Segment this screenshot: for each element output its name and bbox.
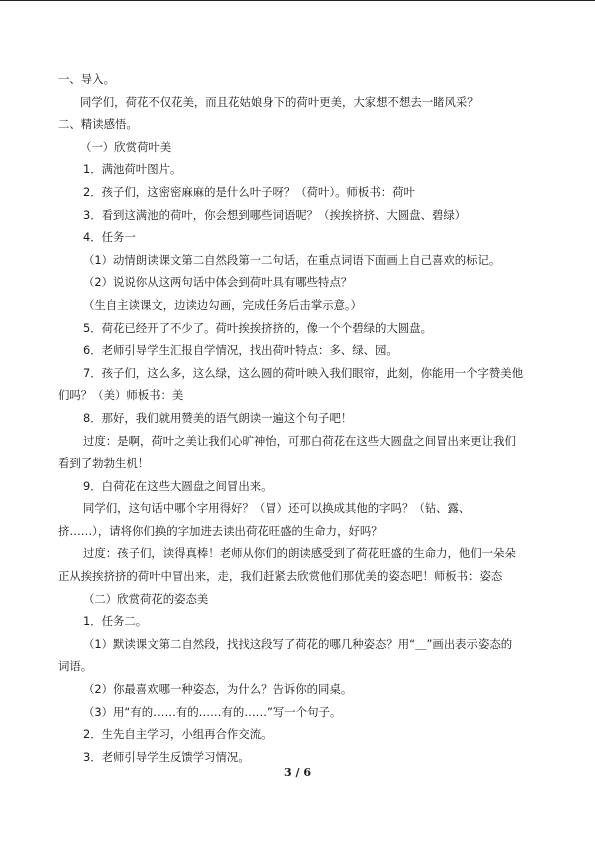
text-line: 5．荷花已经开了不少了。荷叶挨挨挤挤的，像一个个碧绿的大圆盘。: [83, 320, 432, 335]
text-line: （生自主读课文，边读边勾画，完成任务后击掌示意。）: [83, 297, 363, 312]
text-line: 过度：孩子们，读得真棒！老师从你们的朗读感受到了荷花旺盛的生命力，他们一朵朵: [83, 546, 516, 561]
text-line: （一）欣赏荷叶美: [80, 139, 172, 154]
text-line: 9．白荷花在这些大圆盘之间冒出来。: [83, 478, 273, 493]
text-line: 们吗？（美）师板书：美: [58, 388, 184, 403]
text-line: 挤……），请将你们换的字加进去读出荷花旺盛的生命力，好吗？: [58, 523, 383, 538]
text-line: 3．看到这满池的荷叶，你会想到哪些词语呢？（挨挨挤挤、大圆盘、碧绿）: [83, 207, 467, 222]
page-number: 3 / 6: [284, 766, 311, 779]
text-line: 看到了勃勃生机！: [58, 456, 150, 471]
text-line: （3）用“有的……有的……有的……”写一个句子。: [83, 704, 342, 719]
text-line: 6．老师引导学生汇报自学情况，找出荷叶特点：多、绿、园。: [83, 343, 398, 358]
text-line: 词语。: [58, 659, 93, 674]
text-line: 4．任务一: [83, 230, 136, 245]
text-line: 过度：是啊，荷叶之美让我们心旷神怡，可那白荷花在这些大圆盘之间冒出来更让我们: [83, 433, 516, 448]
text-line: 7．孩子们，这么多，这么绿，这么圆的荷叶映入我们眼帘，此刻，你能用一个字赞美他: [83, 365, 524, 380]
text-line: 2．生先自主学习，小组再合作交流。: [83, 727, 273, 742]
header-rule: [0, 0, 595, 1]
text-line: （2）你最喜欢哪一种姿态，为什么？告诉你的同桌。: [83, 682, 353, 697]
text-line: 1．任务二。: [83, 614, 148, 629]
text-line: （二）欣赏荷花的姿态美: [83, 591, 209, 606]
text-line: 3．老师引导学生反馈学习情况。: [83, 749, 250, 764]
text-line: 一、导入。: [58, 72, 115, 86]
text-line: 1．满池荷叶图片。: [83, 162, 182, 177]
document-body: [58, 68, 536, 768]
text-line: （2）说说你从这两句话中体会到荷叶具有哪些特点？: [83, 275, 353, 290]
text-line: 同学们，这句话中哪个字用得好？（冒）还可以换成其他的字吗？（钻、露、: [83, 501, 471, 516]
text-line: （1）默读课文第二自然段，找找这段写了荷花的哪几种姿态？用“＿”画出表示姿态的: [83, 636, 513, 651]
text-line: 同学们，荷花不仅花美，而且花姑娘身下的荷叶更美，大家想不想去一睹风采？: [80, 94, 479, 109]
text-line: 二、精读感悟。: [58, 117, 138, 132]
text-line: 8．那好，我们就用赞美的语气朗读一遍这个句子吧！: [83, 410, 353, 425]
text-line: 正从挨挨挤挤的荷叶中冒出来，走，我们赶紧去欣赏他们那优美的姿态吧！师板书：姿态: [58, 569, 503, 584]
text-line: 2．孩子们，这密密麻麻的是什么叶子呀？（荷叶）。师板书：荷叶: [83, 184, 415, 199]
text-line: （1）动情朗读课文第二自然段第一二句话，在重点词语下面画上自己喜欢的标记。: [83, 252, 501, 267]
